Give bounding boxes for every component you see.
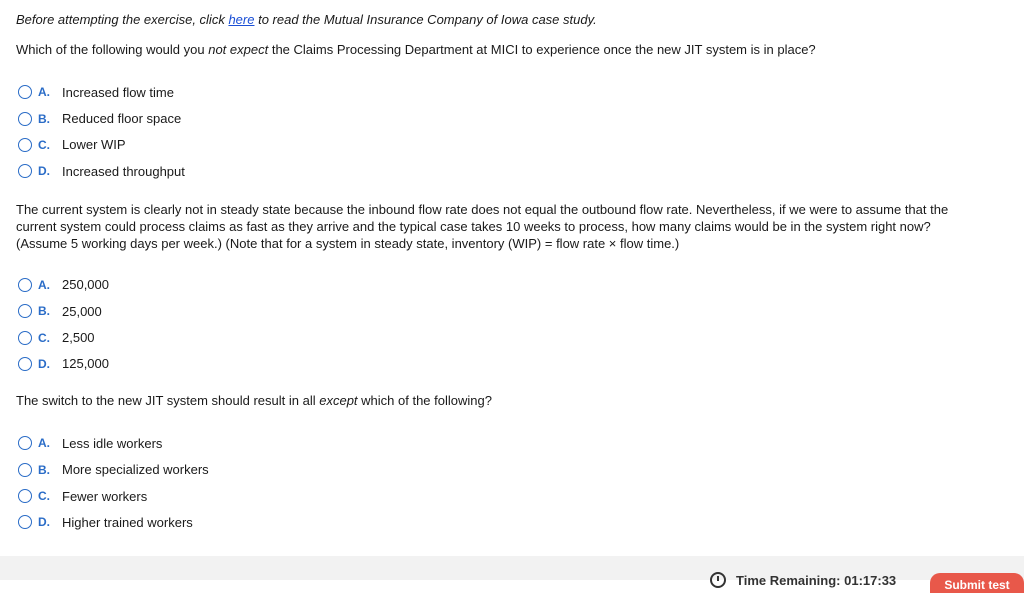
- option-label: 25,000: [62, 303, 102, 319]
- option-letter: B.: [38, 462, 50, 477]
- q1-part1: Which of the following would you: [16, 42, 209, 57]
- question-1-options: [16, 79, 1008, 185]
- question-2-text: [16, 201, 1008, 252]
- radio-button[interactable]: [18, 164, 32, 178]
- radio-button[interactable]: [18, 112, 32, 126]
- option-label: More specialized workers: [62, 462, 209, 478]
- option-letter: D.: [38, 515, 50, 530]
- radio-button[interactable]: [18, 85, 32, 99]
- intro-after: to read the Mutual Insurance Company of Iowa case study.: [254, 12, 597, 27]
- intro-before: Before attempting the exercise, click: [16, 12, 229, 27]
- q1-option-c[interactable]: [16, 132, 1008, 158]
- radio-button[interactable]: [18, 304, 32, 318]
- radio-button[interactable]: [18, 138, 32, 152]
- option-letter: C.: [38, 137, 50, 152]
- radio-button[interactable]: [18, 357, 32, 371]
- q3-option-a[interactable]: [16, 430, 1008, 456]
- option-label: 250,000: [62, 277, 109, 293]
- question-3-text: [16, 392, 1008, 409]
- option-label: 125,000: [62, 356, 109, 372]
- timer-label: Time Remaining: 01:17:33: [736, 572, 897, 588]
- q3-part1: The switch to the new JIT system should result in all: [16, 393, 320, 409]
- q1-option-a[interactable]: [16, 79, 1008, 105]
- q1-option-d[interactable]: [16, 158, 1008, 184]
- q2-option-d[interactable]: [16, 351, 1008, 377]
- radio-button[interactable]: [18, 515, 32, 529]
- q3-option-d[interactable]: [16, 509, 1008, 535]
- question-1-text: [16, 41, 1008, 58]
- q3-emphasis: except: [319, 393, 358, 409]
- q2-line-3: (Assume 5 working days per week.) (Note that for a system in steady state, inventory (WIP) = flow rate × flow time.): [16, 235, 680, 251]
- q3-option-c[interactable]: [16, 483, 1008, 509]
- option-label: Higher trained workers: [62, 514, 193, 530]
- option-letter: B.: [38, 111, 50, 126]
- option-letter: C.: [38, 489, 50, 504]
- submit-test-button[interactable]: Submit test: [930, 573, 1024, 593]
- q1-part2: the Claims Processing Department at MICI to experience once the new JIT system is in place?: [268, 42, 816, 57]
- intro-text: [16, 11, 1008, 28]
- option-label: Less idle workers: [62, 435, 163, 451]
- radio-button[interactable]: [18, 489, 32, 503]
- question-3-options: [16, 430, 1008, 536]
- option-label: Fewer workers: [62, 488, 148, 504]
- time-remaining: [710, 572, 896, 588]
- radio-button[interactable]: [18, 331, 32, 345]
- option-label: Lower WIP: [62, 137, 126, 153]
- radio-button[interactable]: [18, 463, 32, 477]
- option-label: Increased flow time: [62, 84, 174, 100]
- q2-option-a[interactable]: [16, 272, 1008, 298]
- q3-option-b[interactable]: [16, 457, 1008, 483]
- option-letter: D.: [38, 164, 50, 179]
- option-letter: A.: [38, 85, 50, 100]
- option-label: 2,500: [62, 330, 95, 346]
- q2-option-c[interactable]: [16, 324, 1008, 350]
- q3-part2: which of the following?: [357, 393, 492, 409]
- clock-icon: [710, 572, 726, 588]
- option-letter: C.: [38, 330, 50, 345]
- case-study-link[interactable]: here: [228, 12, 255, 27]
- option-letter: A.: [38, 436, 50, 451]
- q2-line-1: The current system is clearly not in steady state because the inbound flow rate does not equal the outbound flow rate. Nevertheless, if we were to assume that the: [16, 201, 949, 217]
- q2-line-2: current system could process claims as fast as they arrive and the typical case takes 10 weeks to process, how many claims would be in the system right now?: [16, 218, 931, 234]
- option-letter: A.: [38, 277, 50, 292]
- q1-emphasis: not expect: [208, 42, 269, 57]
- radio-button[interactable]: [18, 278, 32, 292]
- option-letter: B.: [38, 304, 50, 319]
- option-letter: D.: [38, 356, 50, 371]
- q2-option-b[interactable]: [16, 298, 1008, 324]
- radio-button[interactable]: [18, 436, 32, 450]
- option-label: Reduced floor space: [62, 111, 182, 127]
- footer-bar: [0, 556, 1024, 592]
- option-label: Increased throughput: [62, 163, 185, 179]
- question-2-options: [16, 272, 1008, 378]
- q1-option-b[interactable]: [16, 105, 1008, 131]
